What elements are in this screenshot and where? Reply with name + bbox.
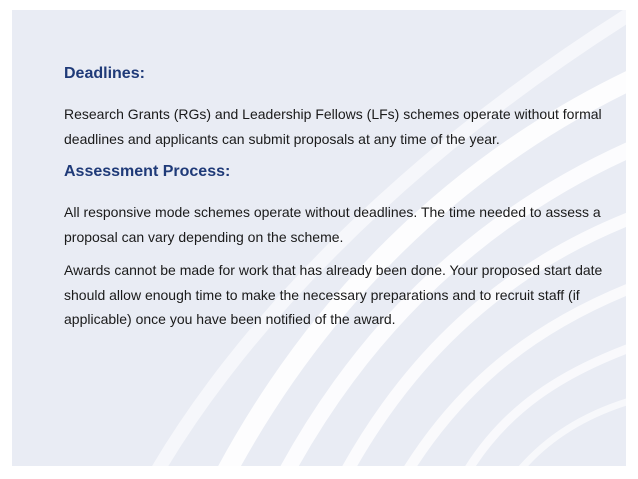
deadlines-text: Research Grants (RGs) and Leadership Fellows (LFs) schemes operate without formal deadlines and applicants can submit proposals at any time of the year. (64, 106, 602, 147)
assessment-paragraph-2: Awards cannot be made for work that has already been done. Your proposed start date should allow enough time to make the necessary preparations and to recruit staff (if applicable) once you have been notified of the award. (64, 262, 603, 327)
deadlines-heading: Deadlines: (64, 65, 145, 82)
assessment-paragraph-1: All responsive mode schemes operate without deadlines. The time needed to assess a proposal can vary depending on the scheme. (64, 204, 601, 245)
assessment-heading: Assessment Process: (64, 163, 231, 180)
slide-content (64, 62, 604, 341)
slide-background (12, 10, 626, 466)
